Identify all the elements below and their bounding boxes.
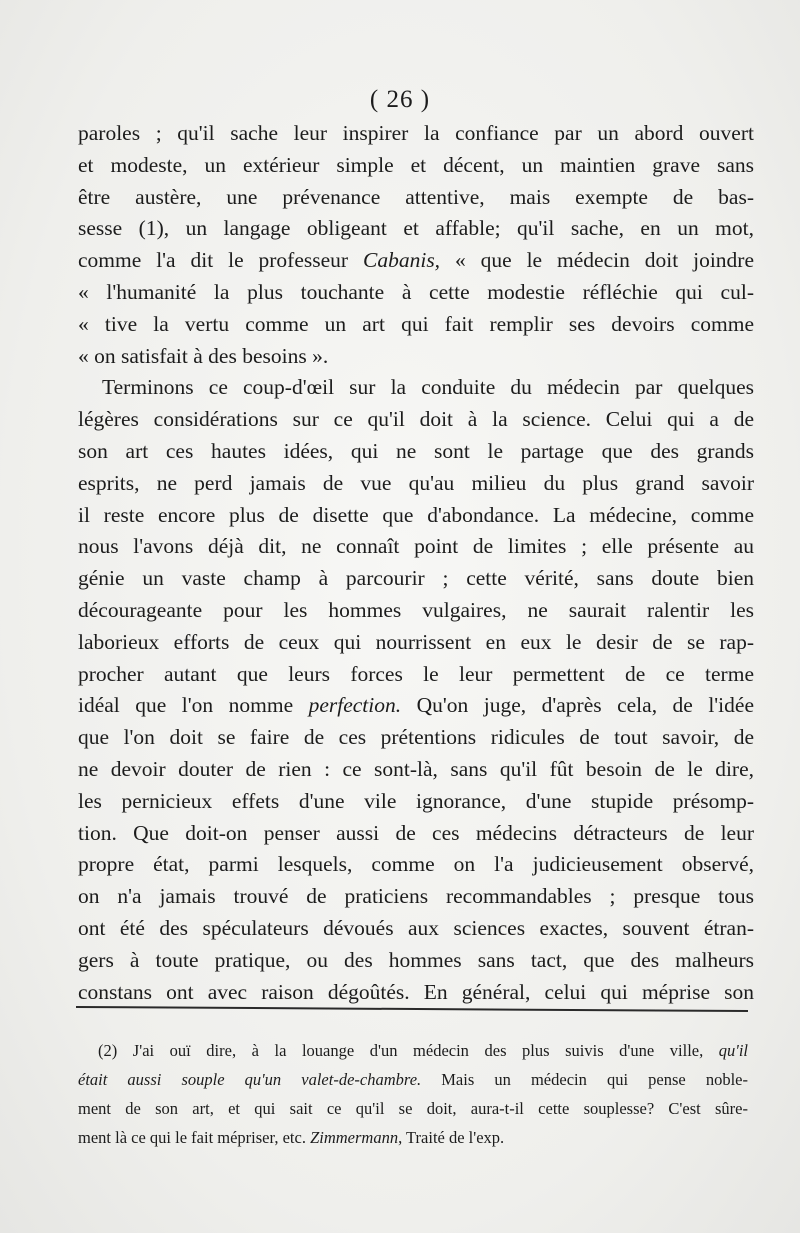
text-line: tion. Que doit-on penser aussi de ces médecins détracteurs de leur	[78, 820, 754, 845]
text-line: paroles ; qu'il sache leur inspirer la confiance par un abord ouvert	[78, 121, 754, 145]
author-name-zimmermann: Zimmermann	[310, 1128, 399, 1147]
text-line: « on satisfait à des besoins ».	[78, 343, 329, 368]
text-fragment: ment là ce qui le fait mépriser, etc.	[78, 1128, 311, 1147]
text-line	[78, 245, 754, 277]
footnote	[78, 1036, 748, 1152]
footnote-line: ment de son art, et qui sait ce qu'il se doit, aura-t-il cette souplesse? C'est sûre-	[78, 1099, 748, 1118]
author-name-cabanis: Cabanis,	[363, 248, 441, 273]
text-line: procher autant que leurs forces le leur permettent de ce terme	[78, 661, 754, 686]
text-line: propre état, parmi lesquels, comme on l'a judicieusement observé,	[78, 852, 754, 877]
text-line: légères considérations sur ce qu'il doit à la science. Celui qui a de	[78, 407, 754, 432]
text-line: et modeste, un extérieur simple et décent, un maintien grave sans	[78, 152, 754, 177]
text-line	[78, 690, 754, 722]
text-line: génie un vaste champ à parcourir ; cette vérité, sans doute bien	[78, 566, 754, 591]
main-text	[78, 118, 754, 1008]
text-line: on n'a jamais trouvé de praticiens recommandables ; presque tous	[78, 884, 754, 909]
footnote-line	[78, 1123, 748, 1152]
text-line: les pernicieux effets d'une vile ignorance, d'une stupide présomp-	[78, 788, 754, 813]
footnote-line	[78, 1036, 748, 1065]
text-line: « l'humanité la plus touchante à cette modestie réfléchie qui cul-	[78, 279, 754, 304]
text-line: décourageante pour les hommes vulgaires, ne saurait ralentir les	[78, 597, 754, 622]
text-fragment: « que le médecin doit joindre	[440, 248, 755, 273]
text-line: son art ces hautes idées, qui ne sont le partage que des grands	[78, 438, 754, 463]
footnote-line	[78, 1065, 748, 1094]
text-fragment-italic: était aussi souple qu'un valet-de-chambre.	[78, 1070, 422, 1089]
text-line: esprits, ne perd jamais de vue qu'au milieu du plus grand savoir	[78, 470, 754, 495]
text-fragment: , Traité de l'exp.	[398, 1128, 505, 1147]
text-line: « tive la vertu comme un art qui fait remplir ses devoirs comme	[78, 311, 754, 336]
text-line: laborieux efforts de ceux qui nourrissent en eux le desir de se rap-	[78, 629, 754, 654]
text-line: ne devoir douter de rien : ce sont-là, sans qu'il fût besoin de le dire,	[78, 756, 754, 781]
emphasis-perfection: perfection.	[308, 693, 402, 718]
paragraph-start: Terminons ce coup-d'œil sur la conduite du médecin par quelques	[102, 375, 754, 400]
text-line: être austère, une prévenance attentive, mais exempte de bas-	[78, 184, 754, 209]
text-fragment: Mais un médecin qui pense noble-	[421, 1070, 748, 1089]
text-fragment-italic: qu'il	[718, 1041, 748, 1060]
text-fragment: idéal que l'on nomme	[78, 693, 309, 718]
page-number: ( 26 )	[369, 86, 431, 113]
text-line: gers à toute pratique, ou des hommes sans tact, que des malheurs	[78, 947, 754, 972]
text-line: constans ont avec raison dégoûtés. En général, celui qui méprise son	[78, 979, 754, 1004]
text-fragment: (2) J'ai ouï dire, à la louange d'un médecin des plus suivis d'une ville,	[98, 1041, 719, 1060]
text-fragment: comme l'a dit le professeur	[78, 248, 363, 273]
text-line: que l'on doit se faire de ces prétentions ridicules de tout savoir, de	[78, 725, 754, 750]
text-line: il reste encore plus de disette que d'abondance. La médecine, comme	[78, 502, 754, 527]
text-line: ont été des spéculateurs dévoués aux sciences exactes, souvent étran-	[78, 915, 754, 940]
text-line: nous l'avons déjà dit, ne connaît point de limites ; elle présente au	[78, 534, 754, 559]
text-fragment: Qu'on juge, d'après cela, de l'idée	[401, 693, 754, 718]
text-line: sesse (1), un langage obligeant et affable; qu'il sache, en un mot,	[78, 216, 754, 241]
